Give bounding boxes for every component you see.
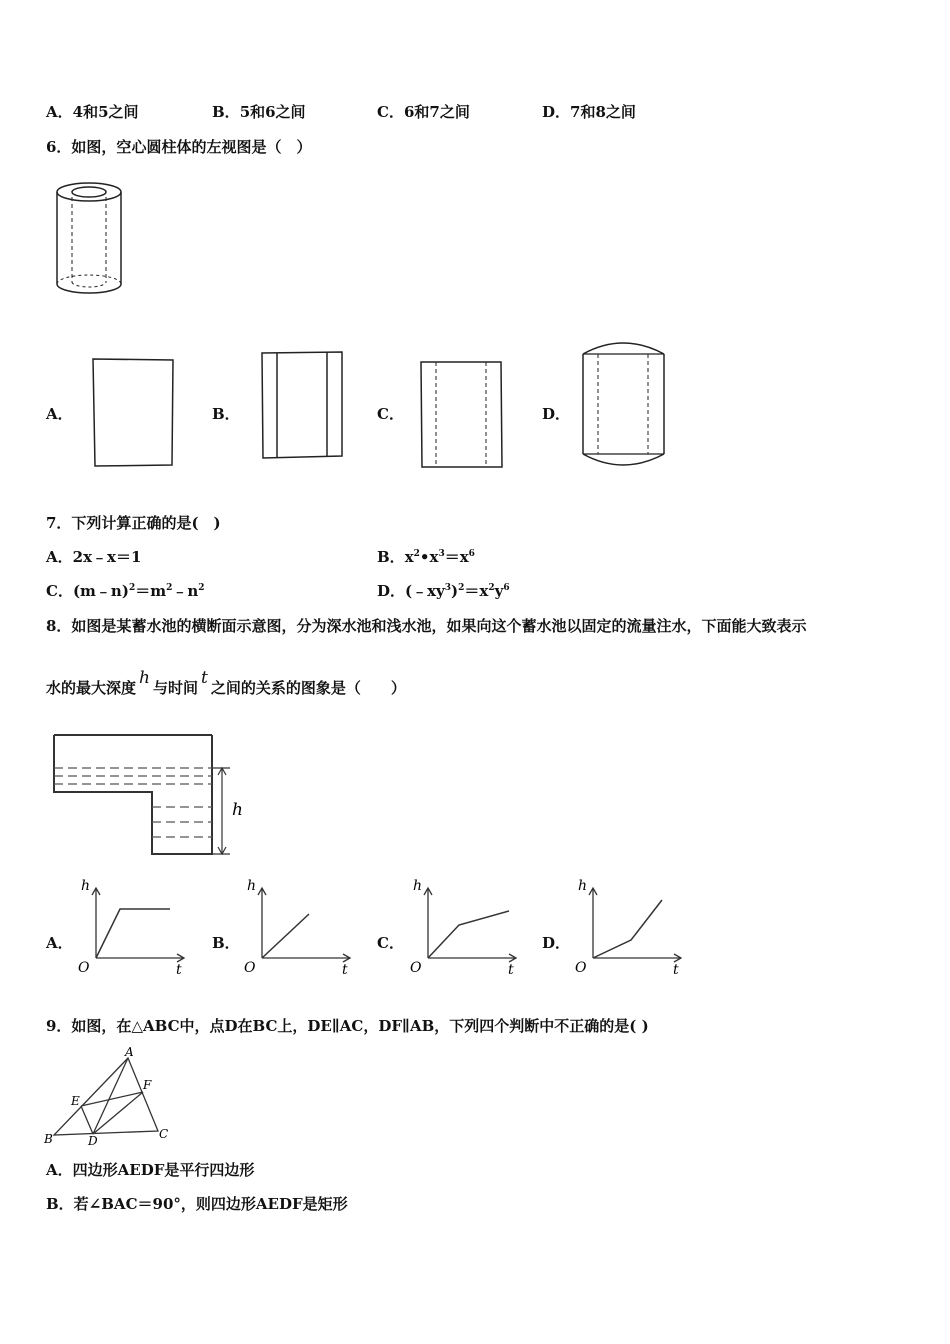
q8-option-d-label: D． [542, 934, 571, 952]
q8-option-a-label: A． [46, 934, 73, 952]
q9-option-b: B．若∠BAC＝90°，则四边形AEDF是矩形 [46, 1195, 348, 1213]
y-axis-label: h [247, 878, 257, 894]
q9-stem: 9．如图，在△ABC中，点D在BC上，DE∥AC，DF∥AB，下列四个判断中不正确的是( ) [46, 1017, 649, 1035]
q8-stem-line2: 水的最大深度 h 与时间 t 之间的关系的图象是（ ） [46, 668, 406, 697]
y-axis-label: h [81, 878, 91, 894]
origin-label: O [78, 960, 90, 976]
q8-option-a-graph [72, 874, 192, 980]
x-axis-label: t [176, 962, 182, 978]
origin-label: O [244, 960, 256, 976]
hollow-cylinder-figure [52, 178, 134, 302]
q6-option-a-label: A． [46, 405, 73, 423]
q7-option-d: D．$(﹣xy^3)^2=x^2y^6$ [377, 582, 510, 600]
point-c-label: C [159, 1127, 169, 1141]
x-axis-label: t [508, 962, 514, 978]
q8-option-b-label: B． [212, 934, 240, 952]
q8-option-c-label: C． [377, 934, 404, 952]
q8-option-d-graph [569, 874, 689, 980]
q6-option-c-figure [418, 359, 506, 471]
q5-option-c: C．6和7之间 [377, 103, 470, 121]
q5-option-a: A．4和5之间 [46, 103, 139, 121]
triangle-abc-figure [42, 1046, 182, 1150]
q6-option-a-figure [90, 357, 176, 469]
point-f-label: F [143, 1078, 152, 1092]
q8-stem-line1: 8．如图是某蓄水池的横断面示意图，分为深水池和浅水池，如果向这个蓄水池以固定的流量注水，下面能大致表示 [46, 617, 807, 635]
reservoir-h-label: h [232, 800, 243, 820]
q7-option-b: B．$x^2•x^3=x^6$ [377, 548, 475, 566]
reservoir-cross-section-figure [52, 733, 252, 859]
q7-option-a: A．2x﹣x＝1 [46, 548, 142, 566]
q8-option-b-graph [238, 874, 358, 980]
q9-option-a: A．四边形AEDF是平行四边形 [46, 1161, 255, 1179]
origin-label: O [410, 960, 422, 976]
q6-option-c-label: C． [377, 405, 404, 423]
q6-option-d-figure [580, 340, 668, 476]
q6-option-b-label: B． [212, 405, 240, 423]
x-axis-label: t [673, 962, 679, 978]
x-axis-label: t [342, 962, 348, 978]
y-axis-label: h [578, 878, 588, 894]
q6-stem: 6．如图，空心圆柱体的左视图是（ ） [46, 138, 312, 156]
origin-label: O [575, 960, 587, 976]
q7-stem: 7．下列计算正确的是( ) [46, 514, 221, 532]
q6-option-d-label: D． [542, 405, 571, 423]
point-b-label: B [44, 1132, 53, 1146]
point-e-label: E [71, 1094, 80, 1108]
q5-option-b: B．5和6之间 [212, 103, 306, 121]
q6-option-b-figure [258, 350, 346, 462]
y-axis-label: h [413, 878, 423, 894]
q8-option-c-graph [404, 874, 524, 980]
q7-option-c: C．$(m﹣n)^2=m^2﹣n^2$ [46, 582, 205, 600]
q5-option-d: D．7和8之间 [542, 103, 636, 121]
point-d-label: D [88, 1134, 98, 1148]
point-a-label: A [125, 1045, 134, 1059]
